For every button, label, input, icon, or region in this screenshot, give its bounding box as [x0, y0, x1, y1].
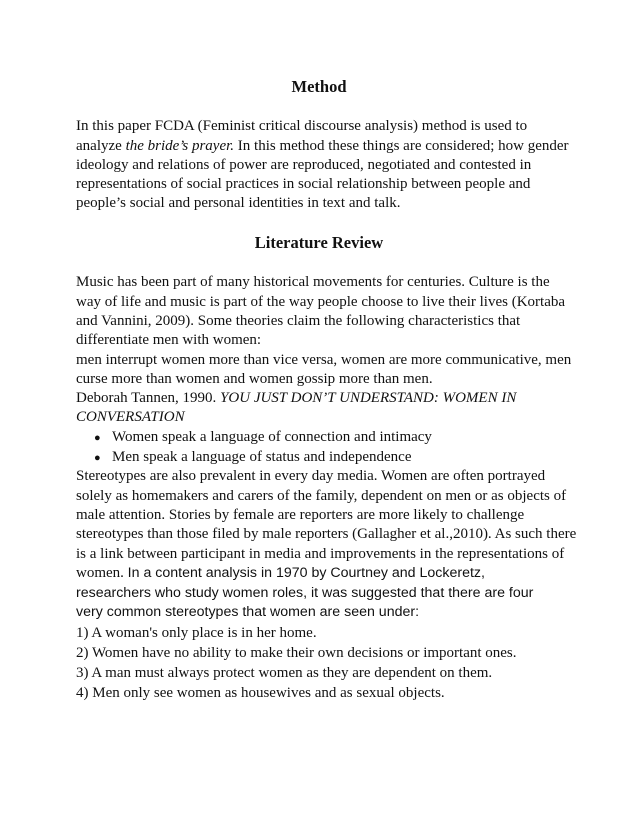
- method-paragraph-line: In this paper FCDA (Feminist critical discourse analysis) method is used to: [76, 118, 528, 134]
- content-analysis-line: researchers who study women roles, it was suggested that there are four: [76, 585, 534, 601]
- citation-author: Deborah Tannen, 1990.: [76, 390, 221, 406]
- citation-line: [76, 408, 185, 426]
- content-analysis-line: very common stereotypes that women are seen under:: [76, 604, 420, 620]
- stereotypes-paragraph-line: is a link between participant in media and improvements in the representations of: [76, 546, 565, 562]
- citation-title: YOU JUST DON’T UNDERSTAND: WOMEN IN: [220, 390, 517, 406]
- literature-paragraph-line: and Vannini, 2009). Some theories claim the following characteristics that: [76, 313, 521, 329]
- method-paragraph-line: people’s social and personal identities in text and talk.: [76, 195, 401, 211]
- stereotypes-paragraph-line: Stereotypes are also prevalent in every day media. Women are often portrayed: [76, 468, 546, 484]
- text-span: In a content analysis in 1970 by Courtney and Lockeretz,: [127, 565, 485, 581]
- citation-line: [76, 389, 516, 407]
- citation-title: CONVERSATION: [76, 409, 185, 425]
- bullet-icon: ●: [94, 432, 101, 444]
- numbered-item: 2) Women have no ability to make their own decisions or important ones.: [76, 645, 517, 661]
- italic-title: the bride’s prayer.: [125, 138, 235, 154]
- literature-paragraph-line: differentiate men with women:: [76, 332, 262, 348]
- literature-paragraph-line: curse more than women and women gossip more than men.: [76, 371, 433, 387]
- method-heading: Method: [291, 77, 347, 96]
- method-paragraph-line: representations of social practices in social relationship between people and: [76, 176, 531, 192]
- bullet-icon: ●: [94, 452, 101, 464]
- numbered-item: 1) A woman's only place is in her home.: [76, 625, 317, 641]
- text-span: analyze: [76, 138, 126, 154]
- stereotypes-paragraph-line: stereotypes than those filed by male reporters (Gallagher et al.,2010). As such there: [76, 526, 577, 542]
- literature-paragraph-line: Music has been part of many historical movements for centuries. Culture is the: [76, 274, 550, 290]
- text-span: women.: [76, 565, 128, 581]
- content-analysis-line: [76, 564, 485, 582]
- numbered-item: 4) Men only see women as housewives and as sexual objects.: [76, 685, 445, 701]
- method-paragraph-line: [76, 137, 569, 155]
- text-span: In this method these things are considered; how gender: [234, 138, 569, 154]
- numbered-item: 3) A man must always protect women as they are dependent on them.: [76, 665, 493, 681]
- literature-paragraph-line: way of life and music is part of the way people choose to live their lives (Kortaba: [76, 294, 566, 310]
- stereotypes-paragraph-line: solely as homemakers and carers of the family, dependent on men or as objects of: [76, 488, 567, 504]
- stereotypes-paragraph-line: male attention. Stories by female are reporters are more likely to challenge: [76, 507, 525, 523]
- literature-paragraph-line: men interrupt women more than vice versa, women are more communicative, men: [76, 352, 572, 368]
- bullet-item: Men speak a language of status and independence: [112, 449, 412, 465]
- literature-review-heading: Literature Review: [254, 233, 384, 252]
- method-paragraph-line: ideology and relations of power are reproduced, negotiated and contested in: [76, 157, 532, 173]
- bullet-item: Women speak a language of connection and intimacy: [112, 429, 432, 445]
